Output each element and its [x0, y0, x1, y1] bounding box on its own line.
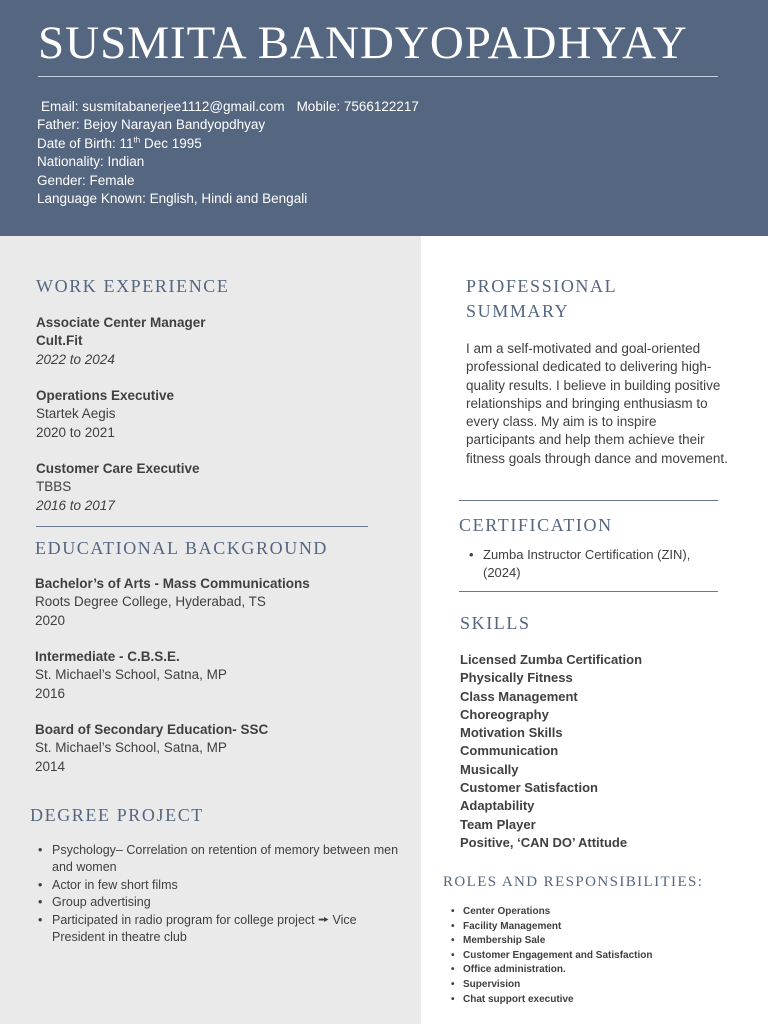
job-entry — [36, 460, 200, 515]
skills-heading: SKILLS — [460, 613, 531, 633]
skill-item: Class Management — [460, 688, 578, 704]
job-period: 2016 to 2017 — [36, 497, 115, 513]
skill-item: Choreography — [460, 706, 549, 722]
degree-name: Intermediate - C.B.S.E. — [35, 649, 180, 664]
job-period: 2020 to 2021 — [36, 424, 115, 440]
header-divider — [38, 76, 718, 77]
list-item: • Group advertising — [36, 894, 406, 911]
school-name: St. Michael’s School, Satna, MP — [35, 667, 227, 683]
graduation-year: 2016 — [35, 685, 66, 701]
degree-project-heading: DEGREE PROJECT — [30, 805, 204, 825]
date-of-birth: Date of Birth: 11th Dec 1995 — [37, 135, 202, 151]
list-item: • Zumba Instructor Certification (ZIN), (2024) — [467, 546, 725, 583]
professional-summary-heading: PROFESSIONAL — [466, 276, 618, 296]
degree-name: Bachelor’s of Arts - Mass Communications — [35, 576, 310, 591]
list-item: • Psychology– Correlation on retention of memory between men and women — [36, 842, 406, 877]
list-item: • Actor in few short films — [36, 877, 406, 894]
skills-list — [460, 651, 642, 852]
job-period: 2022 to 2024 — [36, 351, 115, 367]
skill-item: Motivation Skills — [460, 725, 563, 741]
job-company: TBBS — [36, 479, 72, 495]
work-experience-heading: WORK EXPERIENCE — [36, 276, 230, 296]
email: Email: susmitabanerjee1112@gmail.com — [41, 99, 285, 114]
education-entry — [35, 721, 268, 776]
certification-list — [467, 546, 725, 583]
header-banner — [0, 0, 768, 236]
skill-item: Customer Satisfaction — [460, 780, 598, 796]
role-item: • Center Operations — [451, 905, 652, 920]
email-mobile-row — [37, 98, 419, 116]
job-entry — [36, 387, 174, 442]
certification-heading: CERTIFICATION — [459, 515, 613, 535]
mobile: Mobile: 7566122217 — [296, 99, 419, 114]
role-item: • Chat support executive — [451, 993, 652, 1008]
roles-heading: ROLES AND RESPONSIBILITIES: — [443, 874, 704, 890]
graduation-year: 2014 — [35, 758, 66, 774]
job-company: Cult.Fit — [36, 333, 83, 349]
skill-item: Licensed Zumba Certification — [460, 652, 643, 667]
candidate-name: SUSMITA BANDYOPADHYAY — [38, 17, 688, 69]
school-name: St. Michael’s School, Satna, MP — [35, 740, 227, 756]
skill-item: Communication — [460, 743, 559, 759]
education-heading: EDUCATIONAL BACKGROUND — [35, 538, 329, 558]
skill-item: Physically Fitness — [460, 670, 573, 686]
education-entry — [35, 575, 310, 630]
skill-item: Musically — [460, 761, 519, 777]
section-divider — [36, 526, 368, 527]
gender: Gender: Female — [37, 172, 135, 188]
education-entry — [35, 648, 227, 703]
role-item: • Office administration. — [451, 963, 652, 978]
degree-project-list — [36, 842, 406, 946]
skill-item: Adaptability — [460, 798, 535, 814]
role-item: • Supervision — [451, 978, 652, 993]
school-name: Roots Degree College, Hyderabad, TS — [35, 594, 266, 610]
role-item: • Customer Engagement and Satisfaction — [451, 949, 652, 964]
list-item: • Participated in radio program for college project 🠚 Vice President in theatre club — [36, 912, 406, 947]
job-role: Operations Executive — [36, 388, 175, 403]
professional-summary-text: I am a self-motivated and goal-oriented professional dedicated to delivering high-quality results. I believe in building positive relationships and bringing enthusiasm to every class. My aim is to inspire participants and help them achieve their fitness goals through dance and movement. — [466, 341, 728, 466]
degree-name: Board of Secondary Education- SSC — [35, 722, 269, 737]
role-item: • Membership Sale — [451, 934, 652, 949]
nationality: Nationality: Indian — [37, 154, 145, 170]
professional-summary-heading-line2: SUMMARY — [466, 301, 570, 321]
job-role: Associate Center Manager — [36, 315, 206, 330]
role-item: • Facility Management — [451, 920, 652, 935]
job-entry — [36, 314, 206, 369]
father-name: Father: Bejoy Narayan Bandyopdhyay — [37, 117, 266, 133]
section-divider — [459, 500, 718, 501]
skill-item: Positive, ‘CAN DO’ Attitude — [460, 834, 628, 850]
skill-item: Team Player — [460, 816, 536, 832]
section-divider — [459, 591, 718, 592]
graduation-year: 2020 — [35, 612, 66, 628]
job-role: Customer Care Executive — [36, 461, 200, 476]
contact-details — [37, 98, 419, 208]
languages-known: Language Known: English, Hindi and Bengali — [37, 191, 308, 207]
roles-list — [451, 905, 652, 1007]
job-company: Startek Aegis — [36, 406, 116, 422]
